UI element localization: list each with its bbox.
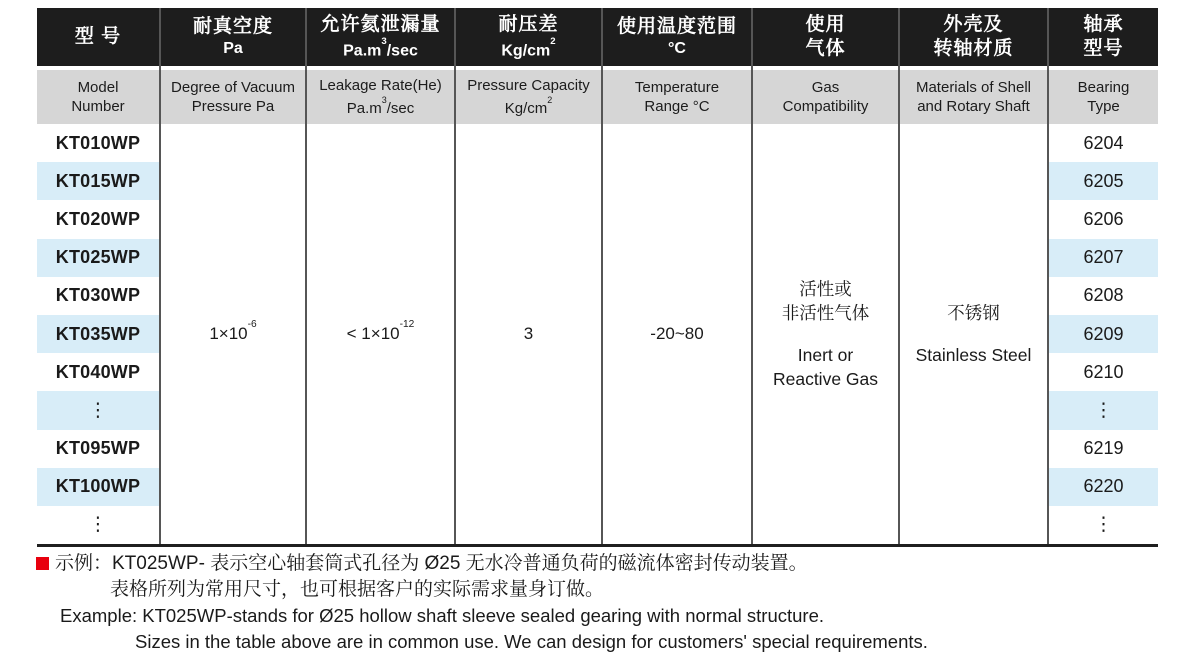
- gas-en: Inert or Reactive Gas: [772, 345, 879, 390]
- header-cn-bearing: 轴承 型号: [1049, 8, 1158, 66]
- model-cell: KT030WP: [37, 277, 159, 315]
- bearing-rows: [1049, 124, 1158, 544]
- model-cell: KT040WP: [37, 353, 159, 391]
- model-cell: KT100WP: [37, 468, 159, 506]
- header-en-vacuum: Degree of Vacuum Pressure Pa: [161, 70, 305, 124]
- header-cn-model: [37, 8, 159, 66]
- bearing-cell: 6207: [1049, 239, 1158, 277]
- column-bearing: [1049, 8, 1158, 544]
- header-en-material: Materials of Shell and Rotary Shaft: [900, 70, 1047, 124]
- model-cell: KT025WP: [37, 239, 159, 277]
- model-cell: KT095WP: [37, 430, 159, 468]
- model-cell: KT020WP: [37, 200, 159, 238]
- material-cn: 不锈钢: [947, 303, 1000, 324]
- header-cn-gas: 使用 气体: [753, 8, 898, 66]
- model-rows: [37, 124, 159, 544]
- column-material: [900, 8, 1049, 544]
- spec-table: [37, 8, 1158, 547]
- header-cn-material: 外壳及 转轴材质: [900, 8, 1047, 66]
- bearing-cell: 6204: [1049, 124, 1158, 162]
- model-cell: KT015WP: [37, 162, 159, 200]
- column-model: [37, 8, 161, 544]
- cell-gas-value: [753, 124, 898, 544]
- bearing-cell: 6205: [1049, 162, 1158, 200]
- cell-leakage-value: < $1\times 10^{-12}$: [307, 124, 454, 544]
- model-cell-ellipsis: ⋮: [37, 506, 159, 544]
- model-cell-ellipsis: ⋮: [37, 391, 159, 429]
- header-en-model-line1: Model: [77, 79, 119, 96]
- column-temperature: [603, 8, 753, 544]
- material-en: Stainless Steel: [915, 345, 1032, 366]
- header-cn-vacuum: 耐真空度 Pa: [161, 8, 305, 66]
- cell-material-value: [900, 124, 1047, 544]
- column-gas: [753, 8, 900, 544]
- header-cn-pressure: 耐压差 $Kg/cm^2$: [456, 8, 601, 66]
- header-en-temperature: Temperature Range °C: [603, 70, 751, 124]
- bearing-cell: 6208: [1049, 277, 1158, 315]
- column-vacuum: [161, 8, 307, 544]
- header-en-gas: Gas Compatibility: [753, 70, 898, 124]
- header-cn-model-line1: 型 号: [74, 26, 122, 47]
- header-cn-leakage: 允许氦泄漏量 $Pa.m^3/\sec$: [307, 8, 454, 66]
- bearing-cell: 6206: [1049, 200, 1158, 238]
- bearing-cell: 6219: [1049, 430, 1158, 468]
- cell-vacuum-value: $1\times 10^{-6}$: [161, 124, 305, 544]
- model-cell: KT035WP: [37, 315, 159, 353]
- note-en-line2: Sizes in the table above are in common use. We can design for customers' special requirements.: [135, 631, 928, 652]
- header-en-pressure: Pressure Capacity $Kg/cm^2$: [456, 70, 601, 124]
- header-en-bearing: Bearing Type: [1049, 70, 1158, 124]
- notes: [36, 551, 1176, 655]
- note-cn-line1: 示例：KT025WP- 表示空心轴套筒式孔径为 Ø25 无水冷普通负荷的磁流体密封传动装置。: [36, 551, 1176, 577]
- column-leakage: [307, 8, 456, 544]
- model-cell: KT010WP: [37, 124, 159, 162]
- column-pressure: [456, 8, 603, 544]
- gas-cn: 活性或 非活性气体: [781, 279, 870, 324]
- header-en-model: [37, 70, 159, 124]
- bearing-cell: 6210: [1049, 353, 1158, 391]
- header-en-model-line2: Number: [71, 98, 125, 115]
- note-en-line1: Example: KT025WP-stands for Ø25 hollow shaft sleeve sealed gearing with normal structure.: [60, 605, 825, 626]
- cell-pressure-value: 3: [456, 124, 601, 544]
- bearing-cell-ellipsis: ⋮: [1049, 506, 1158, 544]
- cell-temperature-value: -20~80: [603, 124, 751, 544]
- bearing-cell-ellipsis: ⋮: [1049, 391, 1158, 429]
- note-cn-line2: 表格所列为常用尺寸，也可根据客户的实际需求量身订做。: [110, 579, 605, 600]
- red-square-bullet-icon: [36, 557, 49, 570]
- header-cn-temperature: 使用温度范围 °C: [603, 8, 751, 66]
- bearing-cell: 6220: [1049, 468, 1158, 506]
- bearing-cell: 6209: [1049, 315, 1158, 353]
- header-en-leakage: Leakage Rate(He) $Pa.m^3/\sec$: [307, 70, 454, 124]
